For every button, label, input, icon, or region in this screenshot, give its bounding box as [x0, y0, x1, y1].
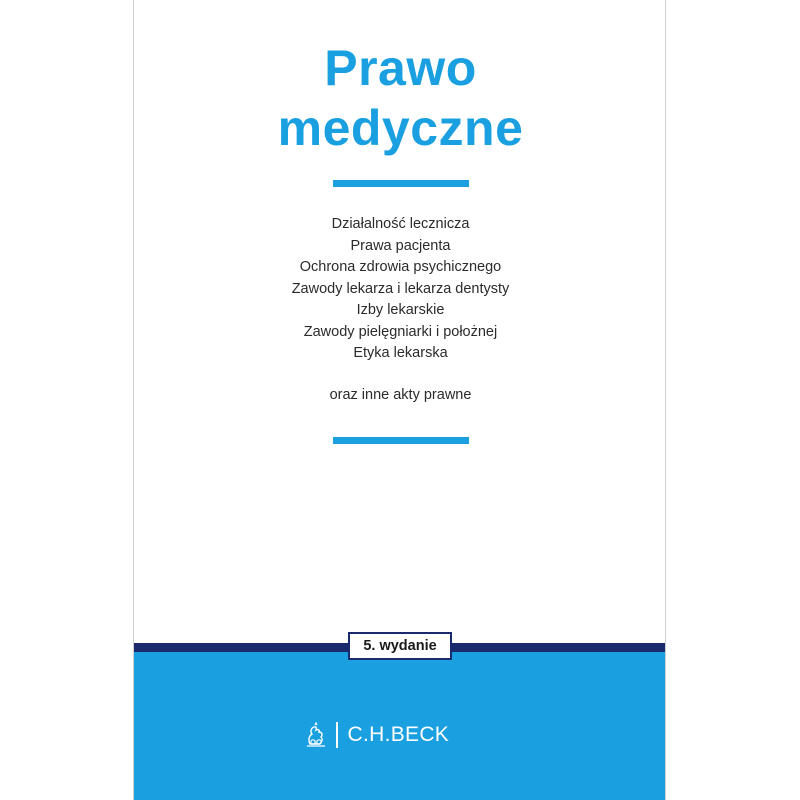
top-divider	[333, 180, 469, 187]
publisher-name: C.H.BECK	[347, 723, 450, 746]
topic-item: Etyka lekarska	[353, 345, 448, 361]
bottom-divider	[333, 437, 469, 444]
beck-emblem-icon	[304, 722, 328, 748]
topic-item: Zawody lekarza i lekarza dentysty	[291, 280, 510, 297]
title-line-1: Prawo	[324, 40, 477, 96]
topic-item: Działalność lecznicza	[331, 216, 470, 232]
edition-badge: 5. wydanie	[348, 632, 452, 660]
extra-acts-note: oraz inne akty prawne	[329, 387, 472, 403]
topic-item: Prawa pacjenta	[350, 237, 451, 254]
topics-list	[134, 214, 666, 365]
publisher-separator	[336, 722, 338, 748]
topic-item: Zawody pielęgniarki i położnej	[303, 323, 498, 340]
topic-item: Izby lekarskie	[356, 302, 445, 318]
title-line-2: medyczne	[277, 100, 524, 156]
topic-item: Ochrona zdrowia psychicznego	[299, 259, 502, 275]
book-cover	[133, 0, 666, 800]
publisher-mark	[304, 720, 449, 750]
